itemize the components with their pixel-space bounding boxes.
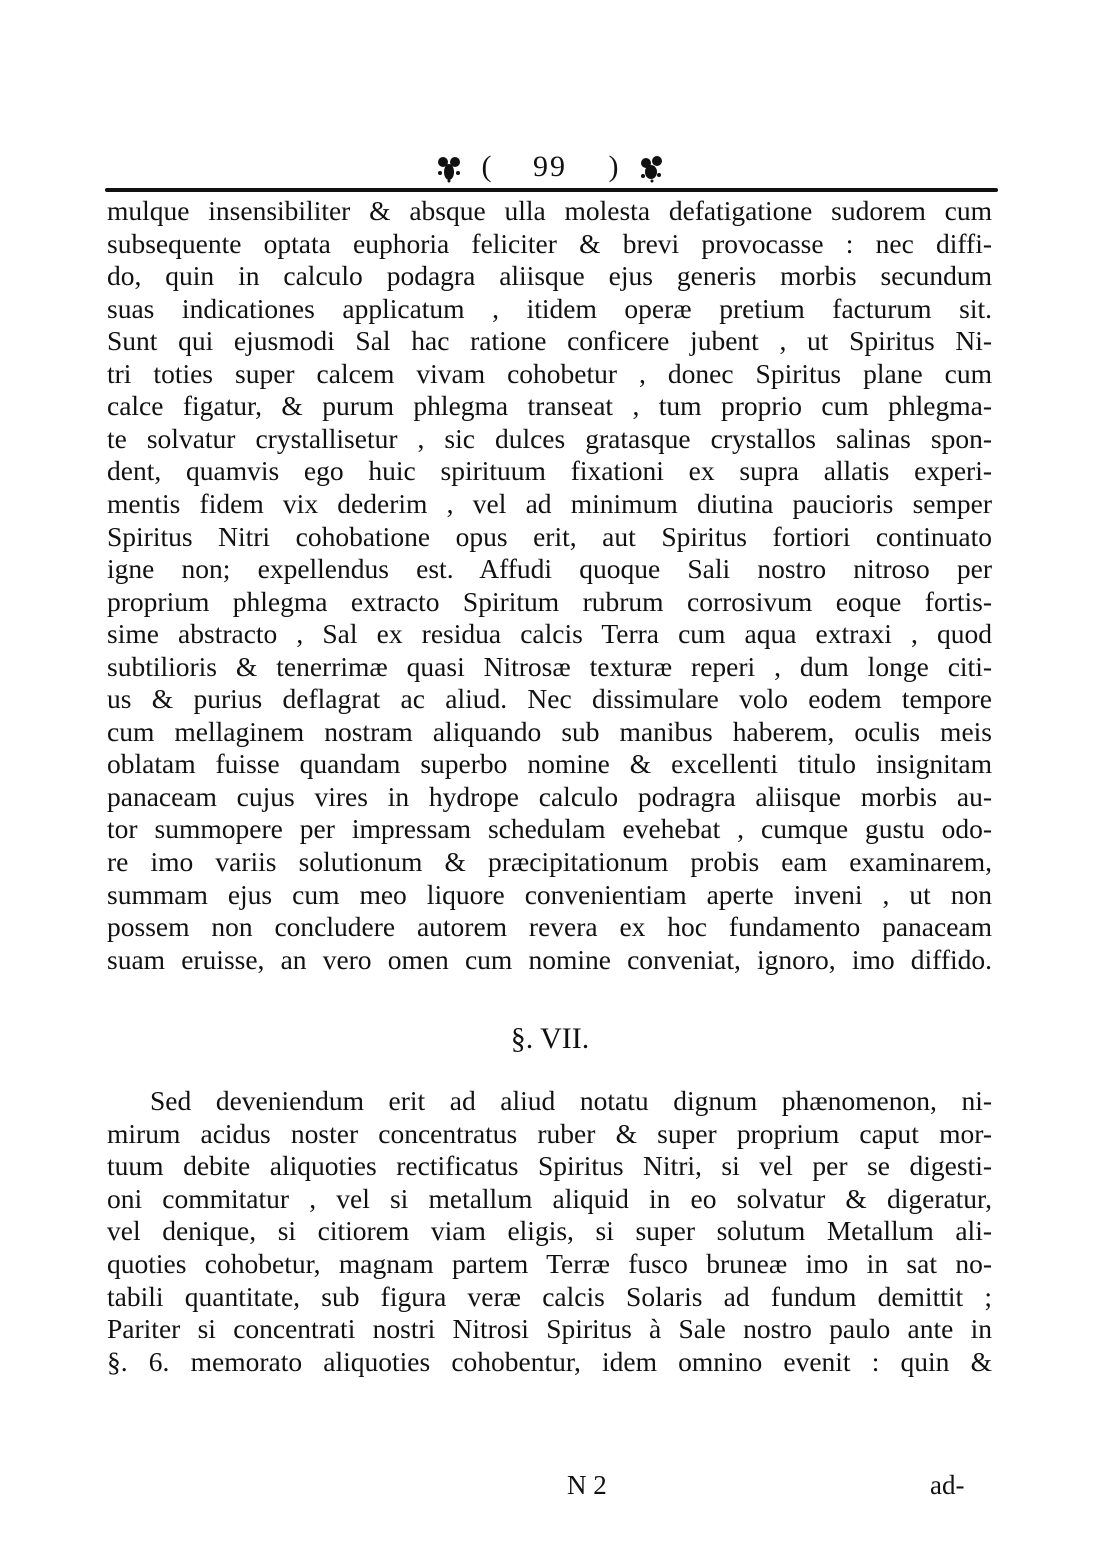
text-line: vel denique, si citiorem viam eligis, si super solutum Metallum ali- (107, 1215, 992, 1247)
text-line: suas indicationes applicatum , itidem operæ pretium facturum sit. (107, 292, 992, 324)
text-line: calce figatur, & purum phlegma transeat , tum proprio cum phlegma- (107, 390, 992, 422)
fleuron-ornament-icon (638, 155, 664, 183)
text-line: Sunt qui ejusmodi Sal hac ratione conficere jubent , ut Spiritus Ni- (107, 325, 992, 357)
text-line: suam eruisse, an vero omen cum nomine conveniat, ignoro, imo diffido. (107, 943, 992, 975)
text-line: Spiritus Nitri cohobatione opus erit, aut Spiritus fortiori continuato (107, 520, 992, 552)
page-number: 99 (533, 150, 567, 183)
text-line: possem non concludere autorem revera ex hoc fundamento panaceam (107, 911, 992, 943)
text-line: §. 6. memorato aliquoties cohobentur, idem omnino evenit : quin & (107, 1345, 992, 1377)
left-parenthesis: ( (481, 150, 492, 183)
text-line: oni commitatur , vel si metallum aliquid in eo solvatur & digeratur, (107, 1182, 992, 1214)
section-heading: §. VII. (510, 1022, 590, 1055)
text-line: Pariter si concentrati nostri Nitrosi Spiritus à Sale nostro paulo ante in (107, 1313, 992, 1345)
catchword: ad- (930, 1470, 965, 1500)
text-line: sime abstracto , Sal ex residua calcis Terra cum aqua extraxi , quod (107, 618, 992, 650)
text-line: Sed deveniendum erit ad aliud notatu dignum phænomenon, ni- (150, 1085, 992, 1116)
text-line: tri toties super calcem vivam cohobetur , donec Spiritus plane cum (107, 357, 992, 389)
right-parenthesis: ) (608, 150, 619, 183)
text-line: cum mellaginem nostram aliquando sub manibus haberem, oculis meis (107, 715, 992, 747)
fleuron-ornament-icon (436, 155, 462, 183)
text-line: dent, quamvis ego huic spirituum fixationi ex supra allatis experi- (107, 455, 992, 487)
text-line: mulque insensibiliter & absque ulla molesta defatigatione sudorem cum (107, 195, 992, 226)
text-line: igne non; expellendus est. Affudi quoque Sali nostro nitroso per (107, 553, 992, 585)
text-line: mirum acidus noster concentratus ruber & super proprium caput mor- (107, 1117, 992, 1149)
signature-mark: N 2 (567, 1470, 607, 1500)
text-line: subtilioris & tenerrimæ quasi Nitrosæ texturæ reperi , dum longe citi- (107, 650, 992, 682)
text-line: do, quin in calculo podagra aliisque ejus generis morbis secundum (107, 260, 992, 292)
text-line: tuum debite aliquoties rectificatus Spiritus Nitri, si vel per se digesti- (107, 1150, 992, 1182)
text-line: re imo variis solutionum & præcipitationum probis eam examinarem, (107, 846, 992, 877)
text-line: quoties cohobetur, magnam partem Terræ fusco bruneæ imo in sat no- (107, 1248, 992, 1279)
header-rule (105, 188, 998, 192)
text-line: summam ejus cum meo liquore convenientiam aperte inveni , ut non (107, 878, 992, 910)
text-line: panaceam cujus vires in hydrope calculo podragra aliisque morbis au- (107, 780, 992, 812)
text-line: te solvatur crystallisetur , sic dulces gratasque crystallos salinas spon- (107, 422, 992, 454)
running-header (0, 150, 1100, 190)
text-line: tabili quantitate, sub figura veræ calcis Solaris ad fundum demittit ; (107, 1280, 992, 1312)
text-line: mentis fidem vix dederim , vel ad minimum diutina paucioris semper (107, 487, 992, 519)
text-line: tor summopere per impressam schedulam evehebat , cumque gustu odo- (107, 813, 992, 845)
text-line: oblatam fuisse quandam superbo nomine & excellenti titulo insignitam (107, 748, 992, 780)
text-line: subsequente optata euphoria feliciter & brevi provocasse : nec diffi- (107, 227, 992, 259)
text-line: proprium phlegma extracto Spiritum rubrum corrosivum eoque fortis- (107, 585, 992, 617)
text-line: us & purius deflagrat ac aliud. Nec dissimulare volo eodem tempore (107, 683, 992, 715)
